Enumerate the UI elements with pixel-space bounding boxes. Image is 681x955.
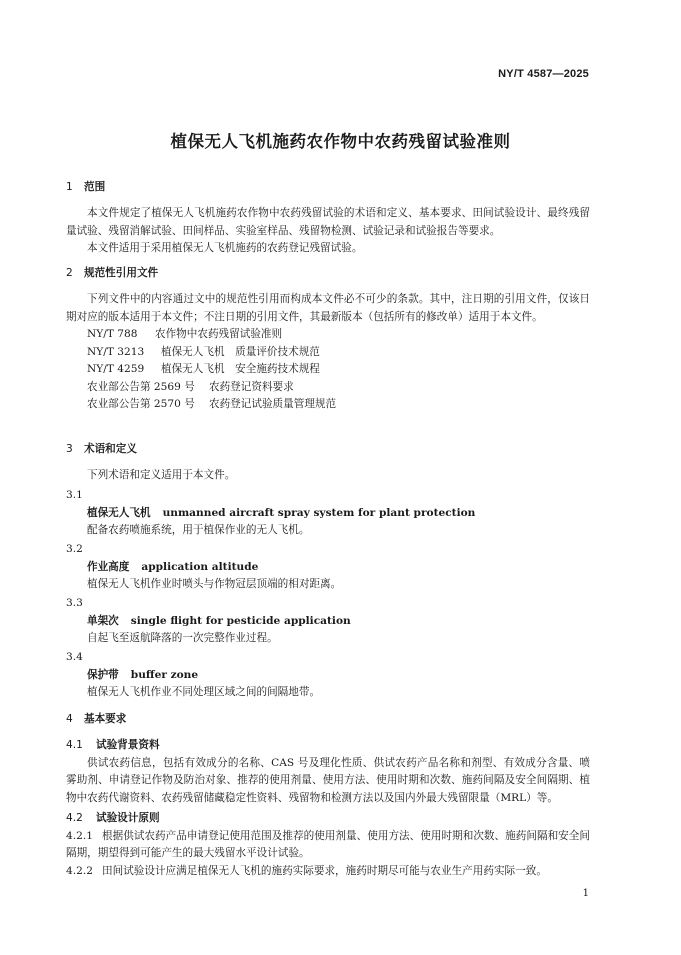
term-title: 保护带 buffer zone (87, 668, 199, 681)
reference-item: NY/T 4259 植保无人飞机 安全施药技术规程 (87, 363, 320, 375)
section-4-2 (66, 810, 590, 880)
section-4 (66, 711, 590, 729)
subsection-heading: 4.1 试验背景资料 (66, 739, 160, 751)
term-3-1 (66, 487, 590, 540)
paragraph: 下列文件中的内容通过文中的规范性引用而构成本文件必不可少的条款。其中，注日期的引用文件，仅该日期对应的版本适用于本文件；不注日期的引用文件，其最新版本（包括所有的修改单）适用于本文件。 (66, 293, 590, 323)
term-3-2 (66, 541, 590, 594)
term-title: 单架次 single flight for pesticide application (87, 614, 351, 627)
clause-item: 4.2.2 田间试验设计应满足植保无人飞机的施药实际要求，施药时期尽可能与农业生产用药实际一致。 (66, 864, 547, 877)
clause-item: 4.2.1 根据供试农药产品申请登记使用范围及推荐的使用剂量、使用方法、使用时期和次数、施药间隔和安全间隔期，期望得到可能产生的最大残留水平设计试验。 (66, 829, 590, 859)
section-3-body (66, 467, 590, 485)
term-definition: 植保无人飞机作业时喷头与作物冠层顶端的相对距离。 (87, 578, 342, 590)
term-title: 植保无人飞机 unmanned aircraft spray system for plant protection (87, 506, 476, 519)
term-3-3 (66, 595, 590, 648)
section-heading: 2 规范性引用文件 (66, 267, 159, 279)
section-2 (66, 265, 590, 283)
page-number: 1 (582, 888, 589, 899)
section-1 (66, 179, 590, 197)
section-heading: 1 范围 (66, 181, 106, 193)
section-4-1 (66, 737, 590, 807)
section-2-body (66, 291, 590, 414)
standard-number: NY/T 4587—2025 (498, 68, 589, 80)
paragraph: 供试农药信息，包括有效成分的名称、CAS 号及理化性质、供试农药产品名称和剂型、有效成分含量、喷雾助剂、申请登记作物及防治对象、推荐的使用剂量、使用方法、使用时期和次数、施药间隔及安全间隔期、植物中农药代谢资料、农药残留储藏稳定性资料、残留物和检测方法以及国内外最大残留限量（MRL）等。 (66, 756, 590, 804)
term-number: 3.4 (66, 651, 83, 663)
reference-item: 农业部公告第 2570 号 农药登记试验质量管理规范 (87, 398, 337, 410)
term-number: 3.3 (66, 597, 83, 609)
reference-item: NY/T 788 农作物中农药残留试验准则 (87, 328, 283, 340)
document-title: 植保无人飞机施药农作物中农药残留试验准则 (170, 132, 511, 151)
term-title: 作业高度 application altitude (87, 560, 259, 573)
term-definition: 自起飞至返航降落的一次完整作业过程。 (87, 632, 278, 644)
paragraph: 本文件规定了植保无人飞机施药农作物中农药残留试验的术语和定义、基本要求、田间试验设计、最终残留量试验、残留消解试验、田间样品、实验室样品、残留物检测、试验记录和试验报告等要求。 (66, 207, 590, 237)
term-definition: 配备农药喷施系统，用于植保作业的无人飞机。 (87, 524, 310, 536)
subsection-heading: 4.2 试验设计原则 (66, 812, 160, 824)
section-1-body (66, 205, 590, 258)
reference-item: NY/T 3213 植保无人飞机 质量评价技术规范 (87, 345, 320, 358)
paragraph: 下列术语和定义适用于本文件。 (87, 469, 236, 481)
term-number: 3.1 (66, 489, 83, 501)
term-number: 3.2 (66, 543, 83, 555)
section-heading: 4 基本要求 (66, 713, 127, 725)
term-3-4 (66, 649, 590, 702)
section-heading: 3 术语和定义 (66, 443, 137, 455)
section-3 (66, 441, 590, 459)
reference-item: 农业部公告第 2569 号 农药登记资料要求 (87, 380, 294, 393)
term-definition: 植保无人飞机作业不同处理区域之间的间隔地带。 (87, 686, 321, 698)
paragraph: 本文件适用于采用植保无人飞机施药的农药登记残留试验。 (87, 242, 363, 254)
